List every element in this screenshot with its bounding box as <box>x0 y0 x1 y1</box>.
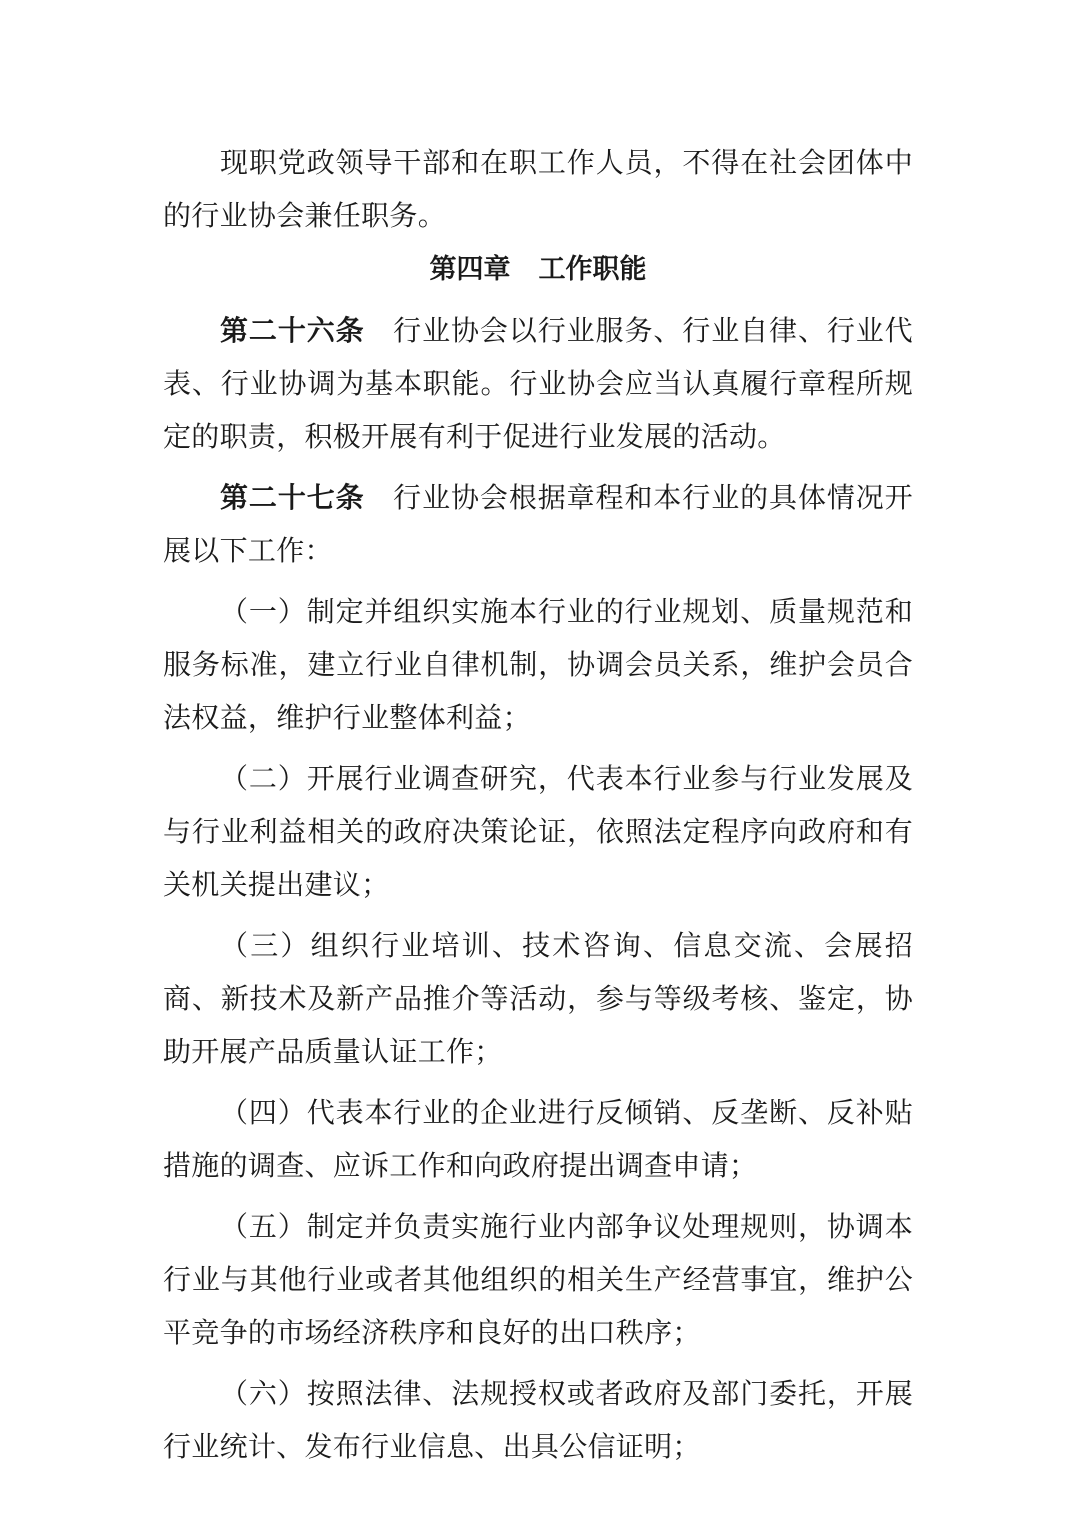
article-26-text: 行业协会以行业服务、行业自律、行业代表、行业协调为基本职能。行业协会应当认真履行章程所规定的职责，积极开展有利于促进行业发展的活动。 <box>163 314 913 453</box>
article-27-label: 第二十七条 <box>220 481 365 514</box>
chapter-title: 工作职能 <box>538 254 647 285</box>
article-27-item-4: （四）代表本行业的企业进行反倾销、反垄断、反补贴措施的调查、应诉工作和向政府提出调查申请； <box>163 1096 913 1182</box>
article-27-item-5: （五）制定并负责实施行业内部争议处理规则，协调本行业与其他行业或者其他组织的相关生产经营事宜，维护公平竞争的市场经济秩序和良好的出口秩序； <box>163 1210 913 1349</box>
article-27-item-6: （六）按照法律、法规授权或者政府及部门委托，开展行业统计、发布行业信息、出具公信证明； <box>163 1377 913 1463</box>
article-27-item-2: （二）开展行业调查研究，代表本行业参与行业发展及与行业利益相关的政府决策论证，依照法定程序向政府和有关机关提出建议； <box>163 762 913 901</box>
article-26-paragraph <box>163 304 913 463</box>
article-27-text: 行业协会根据章程和本行业的具体情况开展以下工作： <box>163 481 913 567</box>
document-page <box>163 136 913 1473</box>
chapter-number: 第四章 <box>429 254 511 285</box>
article-27-paragraph <box>163 471 913 577</box>
article-27-item-1: （一）制定并组织实施本行业的行业规划、质量规范和服务标准，建立行业自律机制，协调会员关系，维护会员合法权益，维护行业整体利益； <box>163 595 913 734</box>
intro-paragraph: 现职党政领导干部和在职工作人员，不得在社会团体中的行业协会兼任职务。 <box>163 146 913 232</box>
chapter-heading <box>163 244 913 296</box>
article-27-item-3: （三）组织行业培训、技术咨询、信息交流、会展招商、新技术及新产品推介等活动，参与等级考核、鉴定，协助开展产品质量认证工作； <box>163 929 913 1068</box>
article-26-label: 第二十六条 <box>220 314 365 347</box>
